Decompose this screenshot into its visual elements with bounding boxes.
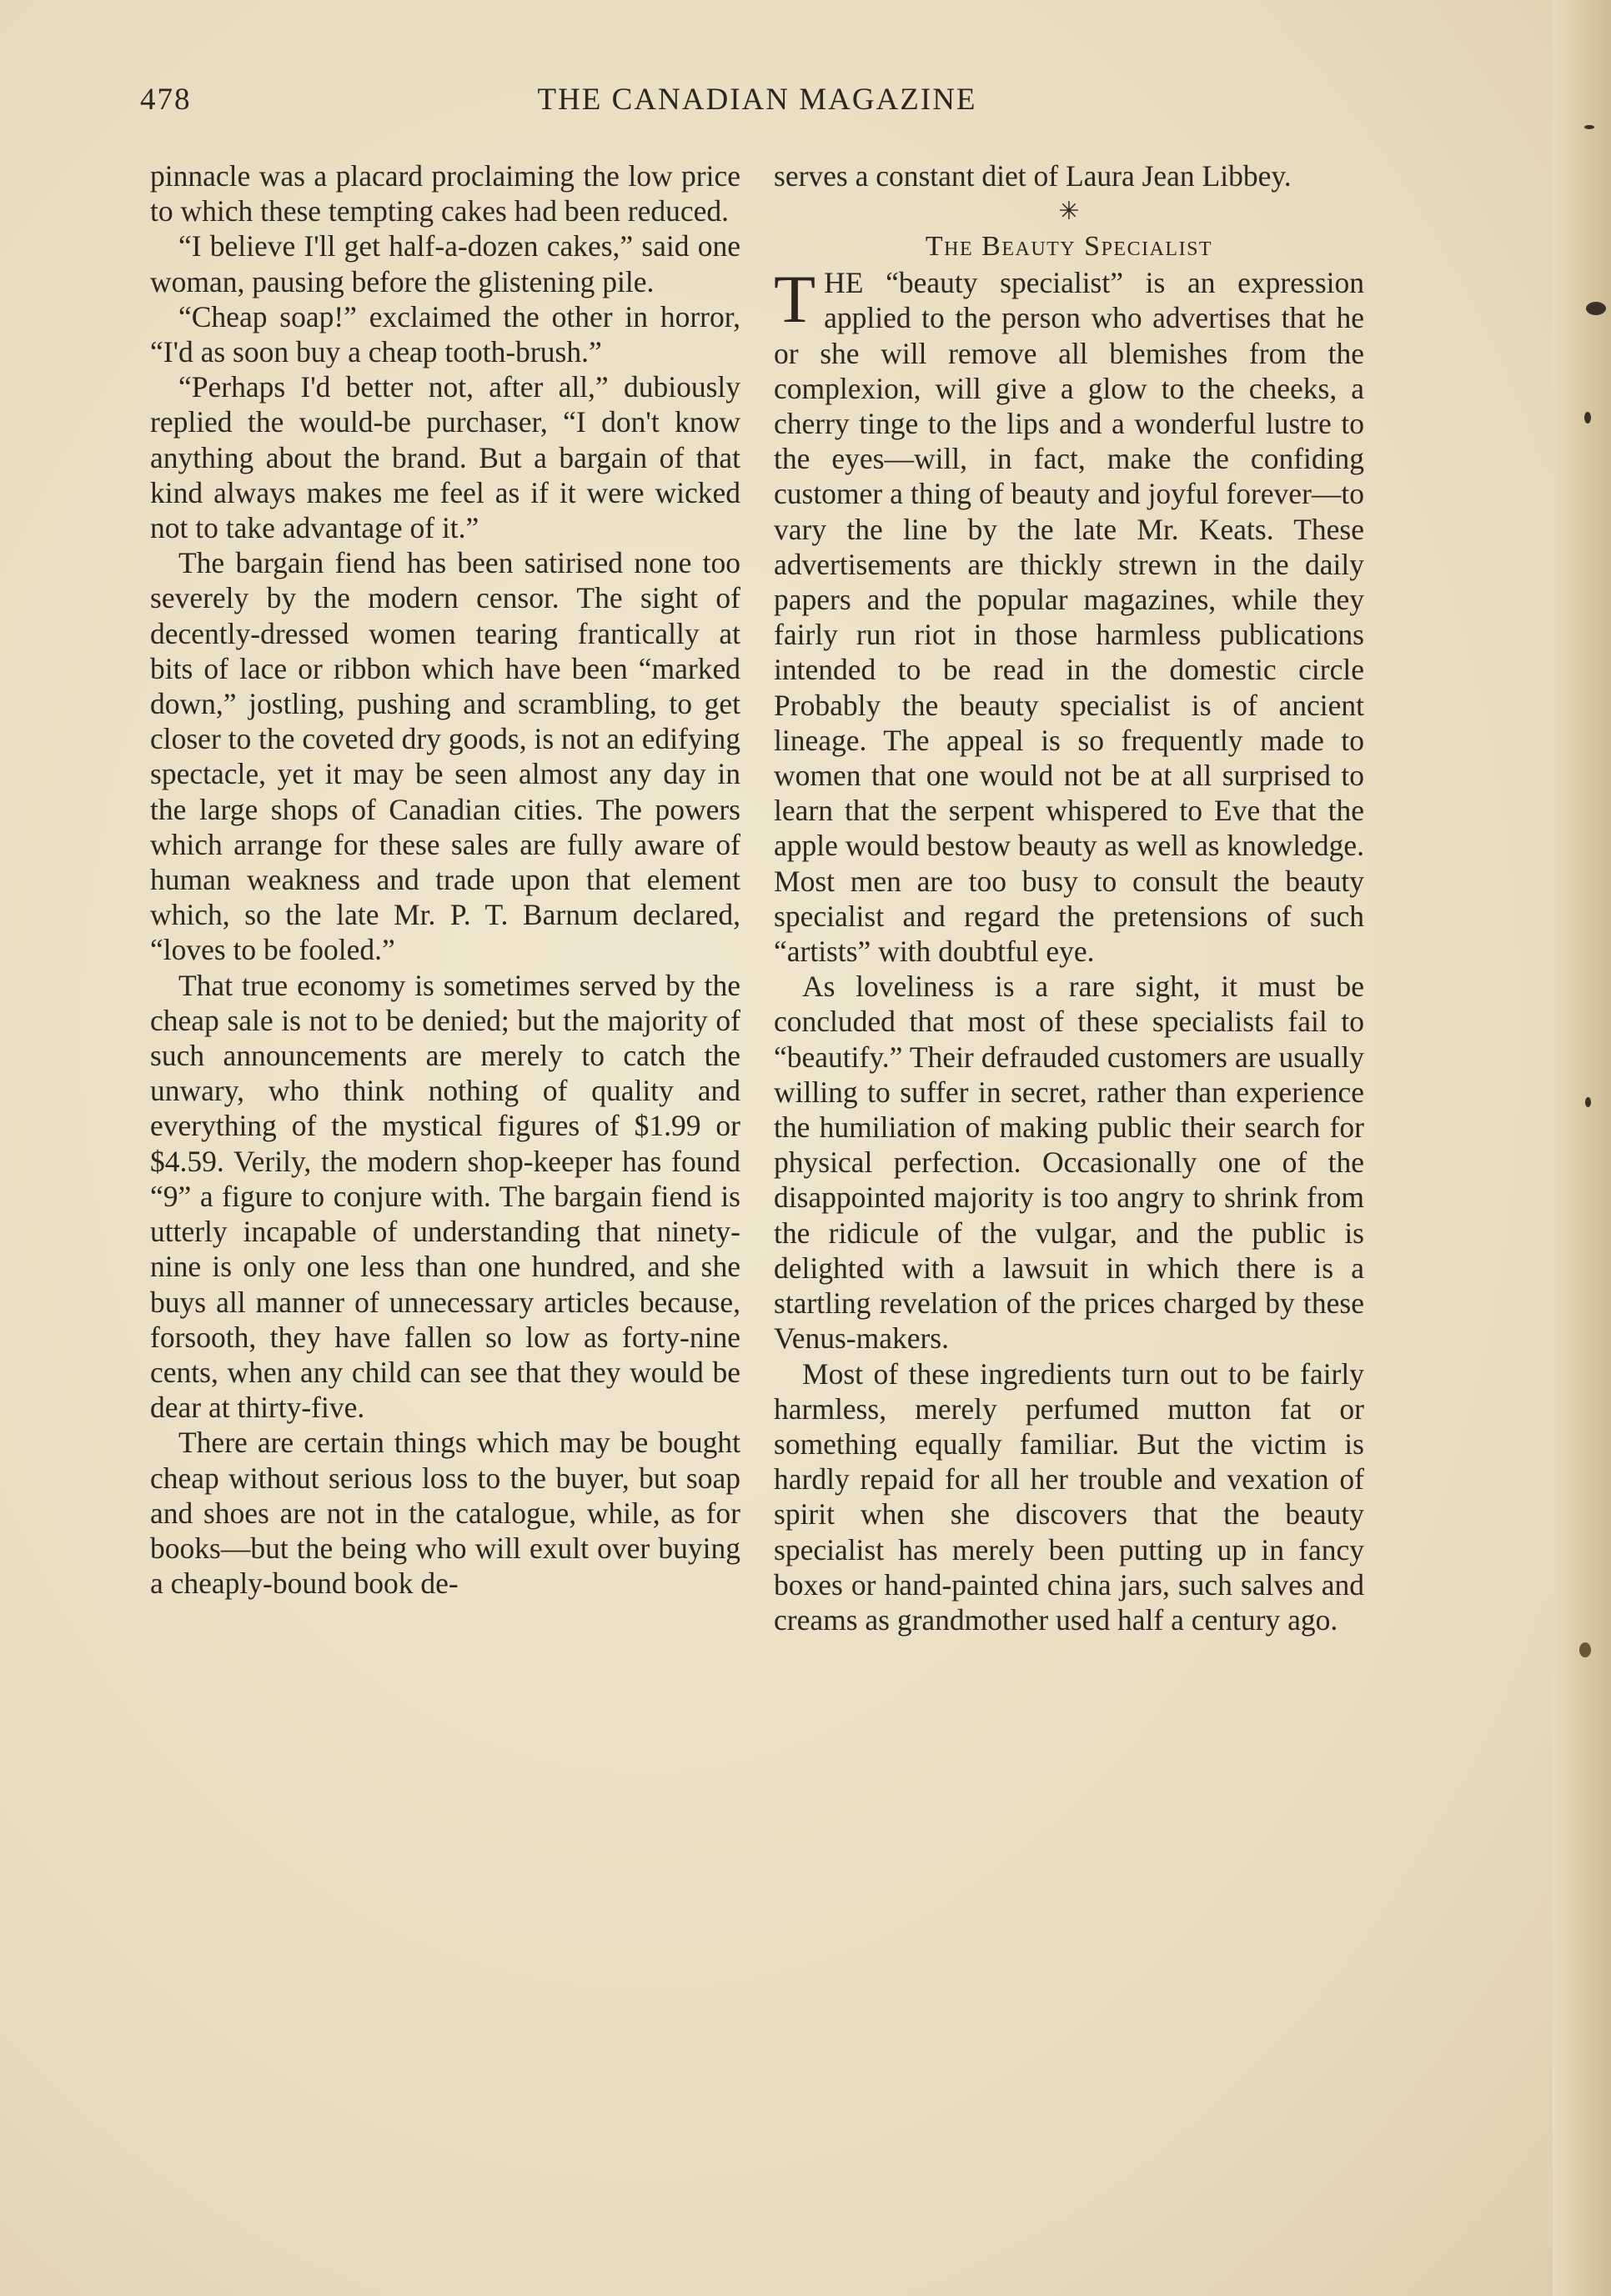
right-column (774, 158, 1364, 1637)
asterism-ornament: ✳ (1058, 198, 1080, 226)
drop-cap: T (774, 261, 816, 338)
ink-blot (1586, 302, 1606, 315)
running-title: THE CANADIAN MAGAZINE (537, 83, 977, 117)
paragraph: Most of these ingredients turn out to be fairly harmless, merely perfumed mutton fat or something equally familiar. But the victim is hardly repaid for all her trouble and vexation of spirit when she discovers that the beauty specialist has merely been putting up in fancy boxes or hand-painted china jars, such salves and creams as grandmother used half a century ago. (774, 1356, 1364, 1637)
paragraph: pinnacle was a placard proclaiming the low price to which these tempting cakes had been reduced. (150, 159, 740, 228)
page-header (140, 82, 1374, 123)
paragraph: As loveliness is a rare sight, it must be concluded that most of these specialists fail to “beautify.” Their defrauded customers are usually willing to suffer in secret, rather than experience the humiliation of making public their search for physical perfection. Occasionally one of the disappointed majority is too angry to shrink from the ridicule of the vulgar, and the public is delighted with a lawsuit in which there is a startling revelation of the prices charged by these Venus-makers. (774, 970, 1364, 1356)
lead-paragraph (774, 261, 1364, 969)
paragraph-continuation: serves a constant diet of Laura Jean Libbey. (774, 159, 1292, 193)
ink-speck (1584, 125, 1594, 129)
section-title: The Beauty Specialist (925, 231, 1213, 263)
paragraph: “Perhaps I'd better not, after all,” dubiously replied the would-be purchaser, “I don't know anything about the brand. But a bargain of that kind always makes me feel as if it were wicked not to take advantage of it.” (150, 370, 740, 545)
page-gutter-shadow (1553, 0, 1611, 2296)
lead-paragraph-text: HE “beauty specialist” is an expression applied to the person who advertises that he or she will remove all blemishes from the complexion, will give a glow to the cheeks, a cherry tinge to the lips and a wonderful lustre to the eyes—will, in fact, make the confiding customer a thing of beauty and joyful forever—to vary the line by the late Mr. Keats. These advertisements are thickly strewn in the daily papers and the popular magazines, while they fairly run riot in those harmless publications intended to be read in the domestic circle Probably the beauty specialist is of ancient lineage. The appeal is so frequently made to women that one would not be at all surprised to learn that the serpent whispered to Eve that the apple would bestow beauty as well as knowledge. Most men are too busy to consult the beauty specialist and regard the pretensions of such “artists” with doubtful eye. (774, 266, 1364, 969)
paragraph: “Cheap soap!” exclaimed the other in horror, “I'd as soon buy a cheap tooth-brush.” (150, 299, 740, 369)
ink-speck (1584, 412, 1591, 424)
paragraph: There are certain things which may be bought cheap without serious loss to the buyer, but soap and shoes are not in the catalogue, while, as for books—but the being who will exult over buying a cheaply-bound book de- (150, 1426, 740, 1601)
ink-speck (1585, 1097, 1591, 1107)
paragraph: “I believe I'll get half-a-dozen cakes,” said one woman, pausing before the glistening pile. (150, 229, 740, 298)
page-number: 478 (140, 83, 192, 117)
ink-blot (1579, 1642, 1591, 1657)
paragraph: That true economy is sometimes served by the cheap sale is not to be denied; but the majority of such announcements are merely to catch the unwary, who think nothing of quality and everything of the mystical figures of $1.99 or $4.59. Verily, the modern shop-keeper has found “9” a figure to conjure with. The bargain fiend is utterly incapable of understanding that ninety-nine is only one less than one hundred, and she buys all manner of unnecessary articles because, forsooth, they have fallen so low as forty-nine cents, when any child can see that they would be dear at thirty-five. (150, 968, 740, 1425)
left-column (150, 158, 740, 1601)
paragraph: The bargain fiend has been satirised none too severely by the modern censor. The sight of decently-dressed women tearing frantically at bits of lace or ribbon which have been “marked down,” jostling, pushing and scrambling, to get closer to the coveted dry goods, is not an edifying spectacle, yet it may be seen almost any day in the large shops of Canadian cities. The powers which arrange for these sales are fully aware of human weakness and trade upon that element which, so the late Mr. P. T. Barnum declared, “loves to be fooled.” (150, 546, 740, 967)
